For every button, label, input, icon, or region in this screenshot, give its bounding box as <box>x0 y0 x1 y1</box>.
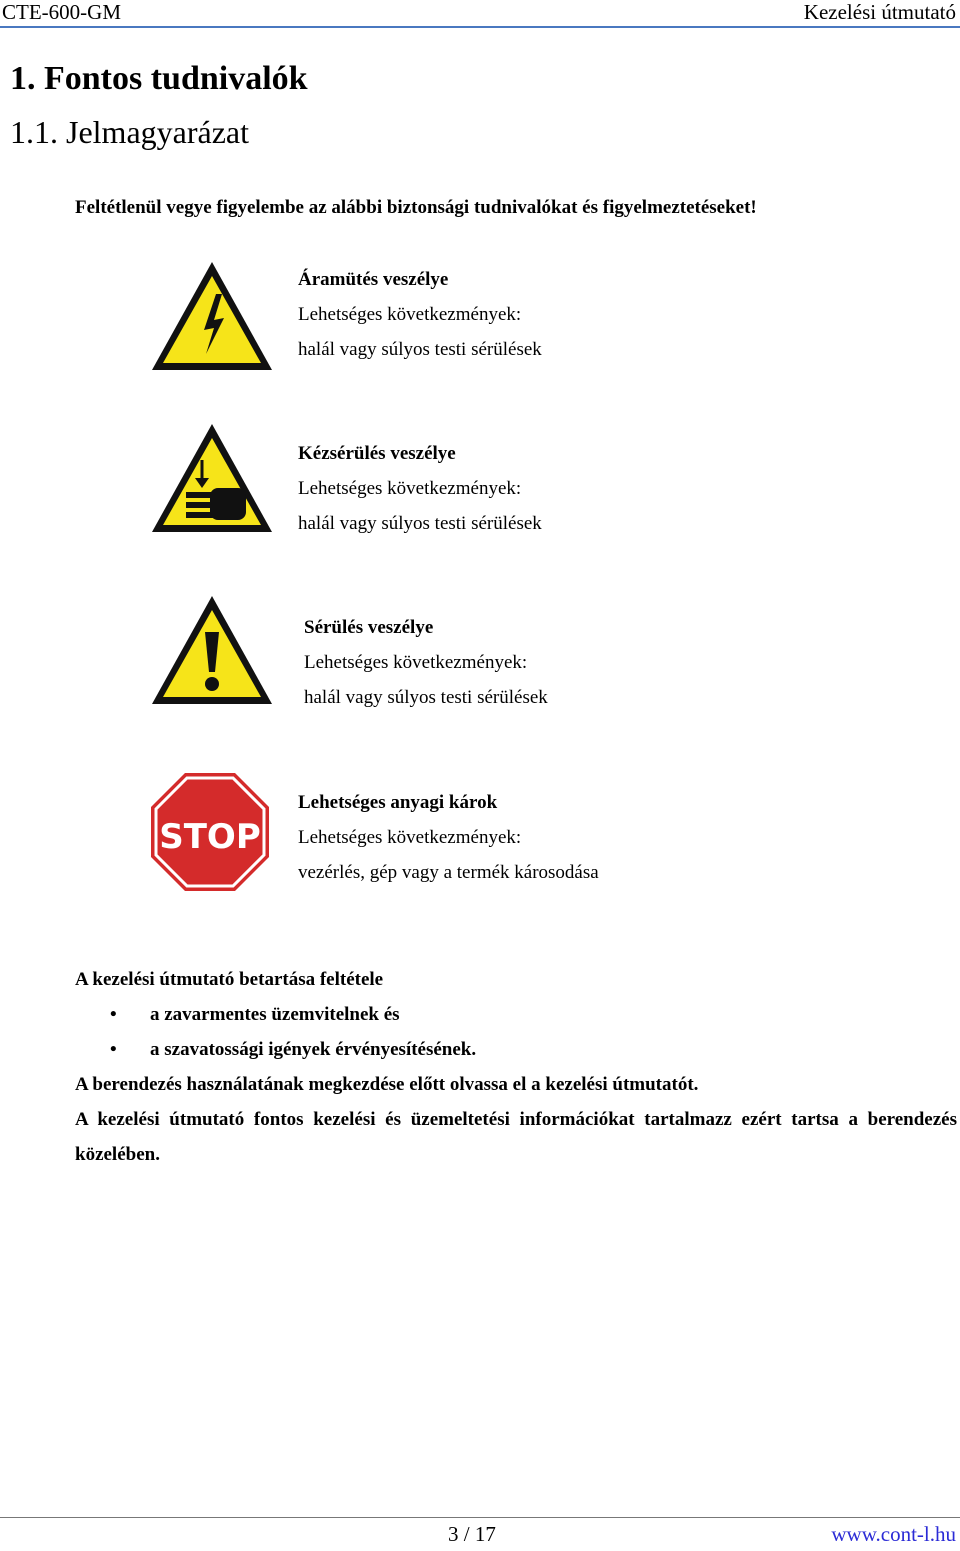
section-heading: 1. Fontos tudnivalók <box>10 60 308 97</box>
safety-intro: Feltétlenül vegye figyelembe az alábbi biztonsági tudnivalókat és figyelmeztetéseket! <box>75 197 757 218</box>
page-number: 3 / 17 <box>448 1522 496 1546</box>
hazard-consequence: vezérlés, gép vagy a termék károsodása <box>298 862 599 883</box>
general-warning-icon <box>148 592 276 710</box>
hazard-injury <box>304 610 548 715</box>
list-item: • a zavarmentes üzemvitelnek és <box>75 997 957 1032</box>
bullet: • <box>110 1039 117 1060</box>
hazard-title: Kézsérülés veszélye <box>298 443 456 464</box>
hazard-title: Lehetséges anyagi károk <box>298 792 498 813</box>
stop-sign-text: STOP <box>159 817 261 857</box>
footer-divider <box>0 1517 960 1518</box>
header-doc-title: CTE-600-GM <box>2 0 121 24</box>
header-divider <box>0 26 960 28</box>
hazard-title: Sérülés veszélye <box>304 617 434 638</box>
condition-text: A kezelési útmutató betartása feltétele <box>75 969 384 990</box>
hazard-material <box>298 785 599 890</box>
website-link[interactable]: www.cont-l.hu <box>831 1522 956 1546</box>
hazard-title: Áramütés veszélye <box>298 269 449 290</box>
subsection-heading: 1.1. Jelmagyarázat <box>10 114 249 150</box>
electric-shock-warning-icon <box>148 258 276 376</box>
stop-sign-icon <box>150 772 270 892</box>
hazard-consequence-label: Lehetséges következmények: <box>298 478 522 499</box>
bullet: • <box>110 1004 117 1025</box>
hazard-consequence-label: Lehetséges következmények: <box>304 652 528 673</box>
manual-notes <box>75 962 957 1172</box>
keep-manual-text: A kezelési útmutató fontos kezelési és üzemeltetési információkat tartalmazz ezért tartsa a berendezés közelében. <box>75 1109 957 1165</box>
hazard-consequence: halál vagy súlyos testi sérülések <box>298 339 542 360</box>
hazard-consequence-label: Lehetséges következmények: <box>298 304 522 325</box>
read-manual-text: A berendezés használatának megkezdése előtt olvassa el a kezelési útmutatót. <box>75 1074 699 1095</box>
hazard-consequence: halál vagy súlyos testi sérülések <box>304 687 548 708</box>
hand-injury-warning-icon <box>148 420 276 538</box>
hazard-hand <box>298 436 542 541</box>
hazard-consequence: halál vagy súlyos testi sérülések <box>298 513 542 534</box>
hazard-consequence-label: Lehetséges következmények: <box>298 827 522 848</box>
list-item: • a szavatossági igények érvényesítésének. <box>75 1032 957 1067</box>
header-doc-type: Kezelési útmutató <box>803 0 956 24</box>
hazard-electric <box>298 262 542 367</box>
